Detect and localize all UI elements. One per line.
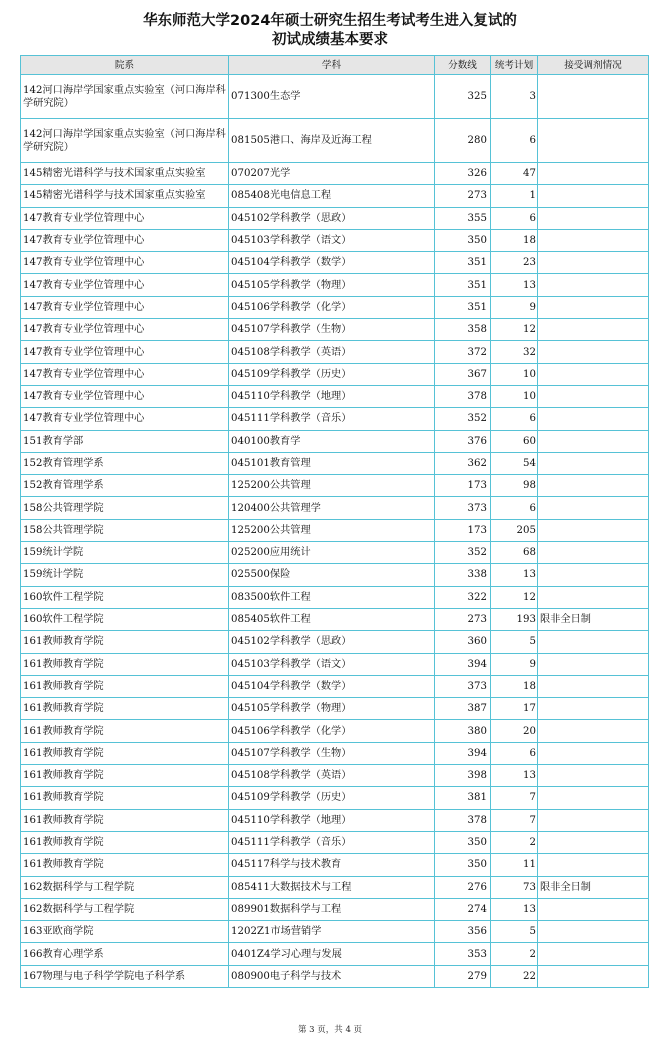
cell-score: 326: [435, 163, 491, 185]
cell-dept: 162数据科学与工程学院: [21, 876, 229, 898]
table-row: [21, 185, 649, 207]
table-row: [21, 119, 649, 163]
header-plan: 统考计划: [491, 56, 538, 75]
cell-dept: 152教育管理学系: [21, 452, 229, 474]
cell-dept: 145精密光谱科学与技术国家重点实验室: [21, 185, 229, 207]
table-row: [21, 698, 649, 720]
page-title-line2: 初试成绩基本要求: [272, 32, 388, 48]
cell-subject: 025500保险: [229, 564, 435, 586]
cell-score: 352: [435, 542, 491, 564]
cell-transfer: [538, 296, 649, 318]
cell-dept: 161教师教育学院: [21, 742, 229, 764]
cell-subject: 045105学科教学（物理）: [229, 698, 435, 720]
cell-plan: 6: [491, 408, 538, 430]
cell-subject: 083500软件工程: [229, 586, 435, 608]
cell-plan: 5: [491, 631, 538, 653]
header-dept: 院系: [21, 56, 229, 75]
cell-transfer: [538, 75, 649, 119]
cell-score: 372: [435, 341, 491, 363]
table-row: [21, 631, 649, 653]
cell-transfer: [538, 341, 649, 363]
cell-subject: 045109学科教学（历史）: [229, 787, 435, 809]
cell-dept: 147教育专业学位管理中心: [21, 229, 229, 251]
cell-transfer: [538, 631, 649, 653]
cell-dept: 167物理与电子科学学院电子科学系: [21, 965, 229, 987]
cell-score: 356: [435, 921, 491, 943]
cell-plan: 2: [491, 831, 538, 853]
table-row: [21, 519, 649, 541]
cell-transfer: [538, 519, 649, 541]
table-row: [21, 497, 649, 519]
cell-plan: 13: [491, 765, 538, 787]
page-title-line1: 华东师范大学2024年硕士研究生招生考试考生进入复试的: [143, 13, 517, 29]
cell-transfer: [538, 229, 649, 251]
table-row: [21, 653, 649, 675]
cell-transfer: [538, 430, 649, 452]
cell-subject: 085408光电信息工程: [229, 185, 435, 207]
cell-transfer: [538, 765, 649, 787]
cell-plan: 22: [491, 965, 538, 987]
cell-score: 350: [435, 229, 491, 251]
table-row: [21, 787, 649, 809]
cell-score: 360: [435, 631, 491, 653]
cell-plan: 9: [491, 653, 538, 675]
table-row: [21, 385, 649, 407]
cell-subject: 070207光学: [229, 163, 435, 185]
cell-score: 173: [435, 475, 491, 497]
cell-transfer: [538, 252, 649, 274]
cell-subject: 045107学科教学（生物）: [229, 742, 435, 764]
table-row: [21, 430, 649, 452]
cell-dept: 159统计学院: [21, 564, 229, 586]
cell-transfer: [538, 452, 649, 474]
cell-score: 276: [435, 876, 491, 898]
table-row: [21, 341, 649, 363]
cell-score: 353: [435, 943, 491, 965]
table-row: [21, 965, 649, 987]
cell-plan: 10: [491, 363, 538, 385]
cell-dept: 159统计学院: [21, 542, 229, 564]
table-row: [21, 296, 649, 318]
cell-dept: 147教育专业学位管理中心: [21, 363, 229, 385]
table-row: [21, 363, 649, 385]
table-row: [21, 564, 649, 586]
cell-score: 322: [435, 586, 491, 608]
cell-transfer: [538, 898, 649, 920]
table-row: [21, 452, 649, 474]
cell-dept: 166教育心理学系: [21, 943, 229, 965]
cell-transfer: [538, 586, 649, 608]
cell-subject: 089901数据科学与工程: [229, 898, 435, 920]
cell-plan: 11: [491, 854, 538, 876]
cell-dept: 162数据科学与工程学院: [21, 898, 229, 920]
cell-subject: 045108学科教学（英语）: [229, 341, 435, 363]
header-subject: 学科: [229, 56, 435, 75]
cell-subject: 120400公共管理学: [229, 497, 435, 519]
cell-score: 279: [435, 965, 491, 987]
page-footer: 第 3 页，共 4 页: [297, 1025, 363, 1035]
cell-dept: 161教师教育学院: [21, 765, 229, 787]
table-row: [21, 720, 649, 742]
cell-transfer: 限非全日制: [538, 608, 649, 630]
cell-transfer: [538, 787, 649, 809]
cell-transfer: [538, 408, 649, 430]
cell-score: 394: [435, 653, 491, 675]
cell-plan: 12: [491, 586, 538, 608]
cell-plan: 18: [491, 229, 538, 251]
cell-score: 381: [435, 787, 491, 809]
cell-subject: 071300生态学: [229, 75, 435, 119]
cell-score: 380: [435, 720, 491, 742]
table-row: [21, 742, 649, 764]
table-row: [21, 75, 649, 119]
cell-subject: 125200公共管理: [229, 519, 435, 541]
cell-plan: 6: [491, 119, 538, 163]
cell-subject: 045110学科教学（地理）: [229, 809, 435, 831]
cell-subject: 125200公共管理: [229, 475, 435, 497]
cell-dept: 147教育专业学位管理中心: [21, 207, 229, 229]
cell-transfer: [538, 163, 649, 185]
cell-transfer: [538, 854, 649, 876]
cell-transfer: [538, 809, 649, 831]
cell-plan: 193: [491, 608, 538, 630]
cell-subject: 040100教育学: [229, 430, 435, 452]
cell-score: 398: [435, 765, 491, 787]
table-row: [21, 943, 649, 965]
cell-transfer: [538, 207, 649, 229]
table-row: [21, 675, 649, 697]
cell-subject: 045105学科教学（物理）: [229, 274, 435, 296]
cell-plan: 1: [491, 185, 538, 207]
cell-score: 350: [435, 854, 491, 876]
cell-dept: 147教育专业学位管理中心: [21, 252, 229, 274]
cell-subject: 025200应用统计: [229, 542, 435, 564]
cell-score: 358: [435, 319, 491, 341]
cell-dept: 147教育专业学位管理中心: [21, 385, 229, 407]
cell-subject: 085411大数据技术与工程: [229, 876, 435, 898]
cell-subject: 081505港口、海岸及近海工程: [229, 119, 435, 163]
cell-plan: 10: [491, 385, 538, 407]
table-row: [21, 475, 649, 497]
cell-transfer: [538, 965, 649, 987]
table-row: [21, 586, 649, 608]
cell-transfer: [538, 742, 649, 764]
cell-score: 350: [435, 831, 491, 853]
cell-score: 373: [435, 497, 491, 519]
cell-plan: 18: [491, 675, 538, 697]
table-row: [21, 898, 649, 920]
cell-subject: 045104学科教学（数学）: [229, 252, 435, 274]
cell-transfer: [538, 319, 649, 341]
cell-score: 351: [435, 252, 491, 274]
cell-subject: 045108学科教学（英语）: [229, 765, 435, 787]
cell-plan: 2: [491, 943, 538, 965]
cell-dept: 147教育专业学位管理中心: [21, 319, 229, 341]
cell-transfer: 限非全日制: [538, 876, 649, 898]
cell-score: 362: [435, 452, 491, 474]
cell-dept: 160软件工程学院: [21, 608, 229, 630]
cell-dept: 158公共管理学院: [21, 519, 229, 541]
cell-plan: 47: [491, 163, 538, 185]
cell-score: 367: [435, 363, 491, 385]
cell-score: 280: [435, 119, 491, 163]
cell-plan: 7: [491, 787, 538, 809]
cell-plan: 54: [491, 452, 538, 474]
cell-score: 387: [435, 698, 491, 720]
cell-subject: 045117科学与技术教育: [229, 854, 435, 876]
cell-dept: 161教师教育学院: [21, 675, 229, 697]
cell-dept: 161教师教育学院: [21, 631, 229, 653]
cell-dept: 145精密光谱科学与技术国家重点实验室: [21, 163, 229, 185]
table-row: [21, 876, 649, 898]
cell-dept: 161教师教育学院: [21, 809, 229, 831]
cell-transfer: [538, 720, 649, 742]
cell-score: 273: [435, 608, 491, 630]
cell-transfer: [538, 475, 649, 497]
cell-transfer: [538, 542, 649, 564]
cell-plan: 6: [491, 742, 538, 764]
cell-subject: 045109学科教学（历史）: [229, 363, 435, 385]
cell-dept: 163亚欧商学院: [21, 921, 229, 943]
table-row: [21, 854, 649, 876]
cell-subject: 045107学科教学（生物）: [229, 319, 435, 341]
cell-dept: 161教师教育学院: [21, 831, 229, 853]
table-row: [21, 542, 649, 564]
cell-score: 373: [435, 675, 491, 697]
cell-score: 273: [435, 185, 491, 207]
cell-dept: 158公共管理学院: [21, 497, 229, 519]
cell-score: 338: [435, 564, 491, 586]
cell-plan: 60: [491, 430, 538, 452]
cell-plan: 13: [491, 564, 538, 586]
cell-plan: 12: [491, 319, 538, 341]
cell-subject: 045111学科教学（音乐）: [229, 831, 435, 853]
cell-plan: 6: [491, 207, 538, 229]
cell-score: 352: [435, 408, 491, 430]
cell-subject: 045102学科教学（思政）: [229, 207, 435, 229]
cell-dept: 142河口海岸学国家重点实验室（河口海岸科学研究院）: [21, 119, 229, 163]
cell-transfer: [538, 497, 649, 519]
table-row: [21, 229, 649, 251]
header-transfer: 接受调剂情况: [538, 56, 649, 75]
cell-dept: 160软件工程学院: [21, 586, 229, 608]
cell-score: 376: [435, 430, 491, 452]
cell-subject: 045103学科教学（语文）: [229, 653, 435, 675]
cell-dept: 161教师教育学院: [21, 653, 229, 675]
cell-subject: 045106学科教学（化学）: [229, 296, 435, 318]
cell-plan: 32: [491, 341, 538, 363]
cell-score: 274: [435, 898, 491, 920]
cell-plan: 5: [491, 921, 538, 943]
cell-plan: 68: [491, 542, 538, 564]
cell-transfer: [538, 119, 649, 163]
score-table: [20, 55, 649, 988]
cell-score: 378: [435, 809, 491, 831]
cell-plan: 9: [491, 296, 538, 318]
table-row: [21, 207, 649, 229]
cell-subject: 1202Z1市场营销学: [229, 921, 435, 943]
table-row: [21, 608, 649, 630]
cell-dept: 142河口海岸学国家重点实验室（河口海岸科学研究院）: [21, 75, 229, 119]
cell-score: 394: [435, 742, 491, 764]
cell-transfer: [538, 564, 649, 586]
cell-dept: 161教师教育学院: [21, 698, 229, 720]
table-row: [21, 809, 649, 831]
cell-subject: 045111学科教学（音乐）: [229, 408, 435, 430]
cell-transfer: [538, 363, 649, 385]
cell-score: 351: [435, 274, 491, 296]
cell-dept: 147教育专业学位管理中心: [21, 341, 229, 363]
table-row: [21, 765, 649, 787]
cell-score: 325: [435, 75, 491, 119]
cell-score: 355: [435, 207, 491, 229]
cell-subject: 045104学科教学（数学）: [229, 675, 435, 697]
cell-transfer: [538, 653, 649, 675]
cell-dept: 147教育专业学位管理中心: [21, 408, 229, 430]
cell-subject: 045106学科教学（化学）: [229, 720, 435, 742]
cell-score: 378: [435, 385, 491, 407]
cell-plan: 13: [491, 274, 538, 296]
cell-dept: 147教育专业学位管理中心: [21, 274, 229, 296]
cell-subject: 085405软件工程: [229, 608, 435, 630]
cell-subject: 045101教育管理: [229, 452, 435, 474]
table-row: [21, 408, 649, 430]
cell-transfer: [538, 921, 649, 943]
table-row: [21, 319, 649, 341]
cell-plan: 73: [491, 876, 538, 898]
cell-transfer: [538, 831, 649, 853]
cell-score: 173: [435, 519, 491, 541]
cell-plan: 20: [491, 720, 538, 742]
cell-plan: 23: [491, 252, 538, 274]
cell-plan: 6: [491, 497, 538, 519]
header-score: 分数线: [435, 56, 491, 75]
cell-subject: 045102学科教学（思政）: [229, 631, 435, 653]
cell-dept: 161教师教育学院: [21, 854, 229, 876]
table-header-row: [21, 56, 649, 75]
table-row: [21, 163, 649, 185]
cell-plan: 7: [491, 809, 538, 831]
cell-transfer: [538, 698, 649, 720]
cell-plan: 205: [491, 519, 538, 541]
cell-plan: 98: [491, 475, 538, 497]
cell-transfer: [538, 274, 649, 296]
cell-dept: 161教师教育学院: [21, 720, 229, 742]
cell-score: 351: [435, 296, 491, 318]
table-row: [21, 831, 649, 853]
cell-dept: 161教师教育学院: [21, 787, 229, 809]
cell-dept: 152教育管理学系: [21, 475, 229, 497]
cell-subject: 080900电子科学与技术: [229, 965, 435, 987]
cell-transfer: [538, 675, 649, 697]
cell-plan: 3: [491, 75, 538, 119]
cell-plan: 17: [491, 698, 538, 720]
table-row: [21, 252, 649, 274]
cell-dept: 147教育专业学位管理中心: [21, 296, 229, 318]
cell-dept: 151教育学部: [21, 430, 229, 452]
cell-subject: 045110学科教学（地理）: [229, 385, 435, 407]
cell-transfer: [538, 943, 649, 965]
table-row: [21, 921, 649, 943]
table-body: [21, 75, 649, 988]
cell-transfer: [538, 385, 649, 407]
cell-subject: 045103学科教学（语文）: [229, 229, 435, 251]
table-row: [21, 274, 649, 296]
cell-transfer: [538, 185, 649, 207]
cell-subject: 0401Z4学习心理与发展: [229, 943, 435, 965]
cell-plan: 13: [491, 898, 538, 920]
